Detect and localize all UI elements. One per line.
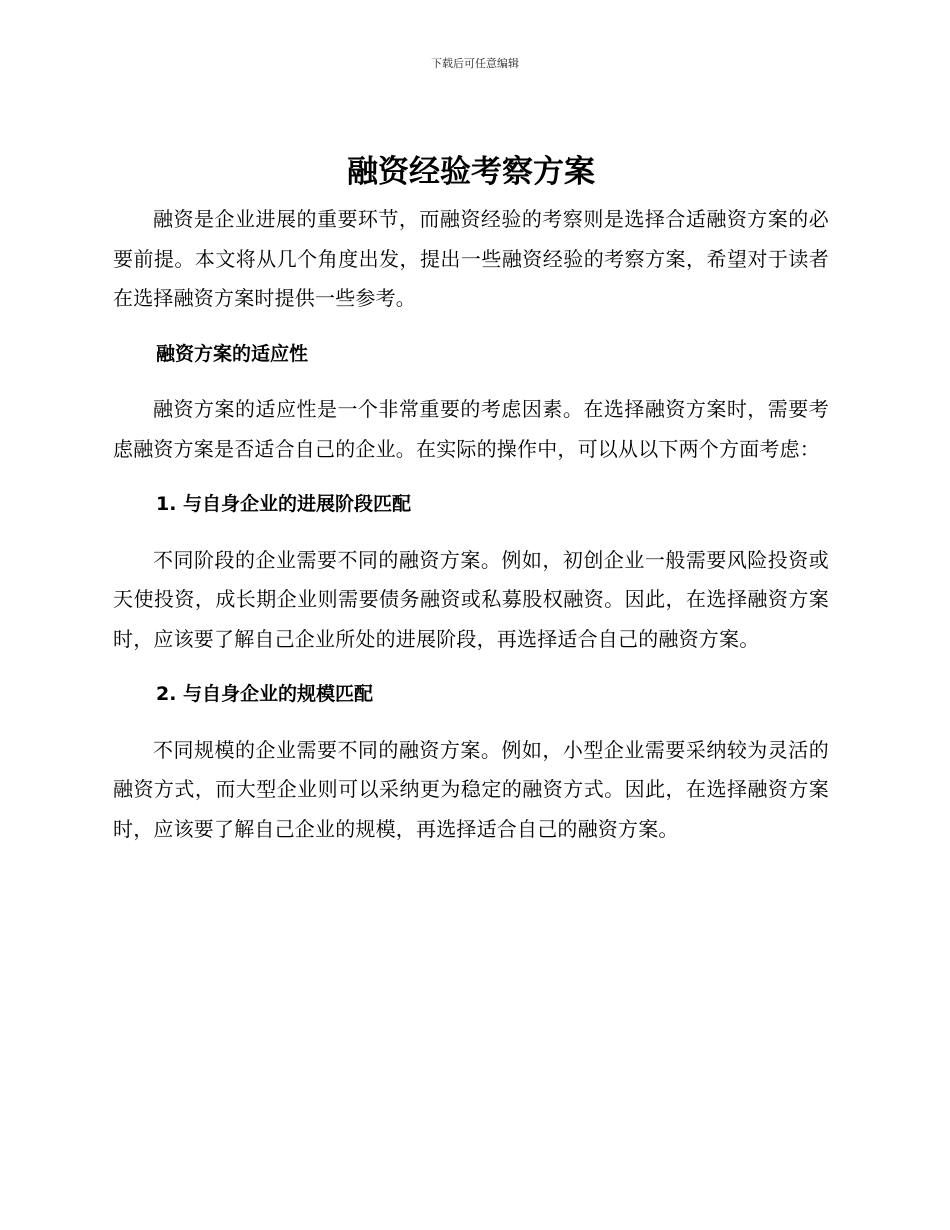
- spacer: [113, 525, 829, 541]
- subsection-heading-stage: 1. 与自身企业的进展阶段匹配: [156, 493, 412, 515]
- spacer: [113, 715, 829, 731]
- page-header-note: 下载后可任意编辑: [431, 57, 519, 70]
- spacer: [113, 469, 829, 485]
- document-title: 融资经验考察方案: [347, 154, 595, 190]
- spacer: [113, 659, 829, 675]
- section-heading-adaptability: 融资方案的适应性: [156, 342, 309, 365]
- intro-paragraph: 融资是企业进展的重要环节，而融资经验的考察则是选择合适融资方案的必要前提。本文将从几个角度出发，提出一些融资经验的考察方案，希望对于读者在选择融资方案时提供一些参考。: [113, 207, 829, 310]
- spacer: [113, 319, 829, 335]
- section-paragraph-adaptability: 融资方案的适应性是一个非常重要的考虑因素。在选择融资方案时，需要考虑融资方案是否适合自己的企业。在实际的操作中，可以从以下两个方面考虑：: [113, 397, 829, 461]
- subsection-paragraph-stage: 不同阶段的企业需要不同的融资方案。例如，初创企业一般需要风险投资或天使投资，成长期企业则需要债务融资或私募股权融资。因此，在选择融资方案时，应该要了解自己企业所处的进展阶段，再选择适合自己的融资方案。: [113, 547, 829, 651]
- subsection-heading-scale: 2. 与自身企业的规模匹配: [156, 683, 374, 705]
- subsection-paragraph-scale: 不同规模的企业需要不同的融资方案。例如，小型企业需要采纳较为灵活的融资方式，而大型企业则可以采纳更为稳定的融资方式。因此，在选择融资方案时，应该要了解自己企业的规模，再选择适合自己的融资方案。: [113, 737, 829, 841]
- spacer: [113, 374, 829, 390]
- document-body: [113, 148, 829, 849]
